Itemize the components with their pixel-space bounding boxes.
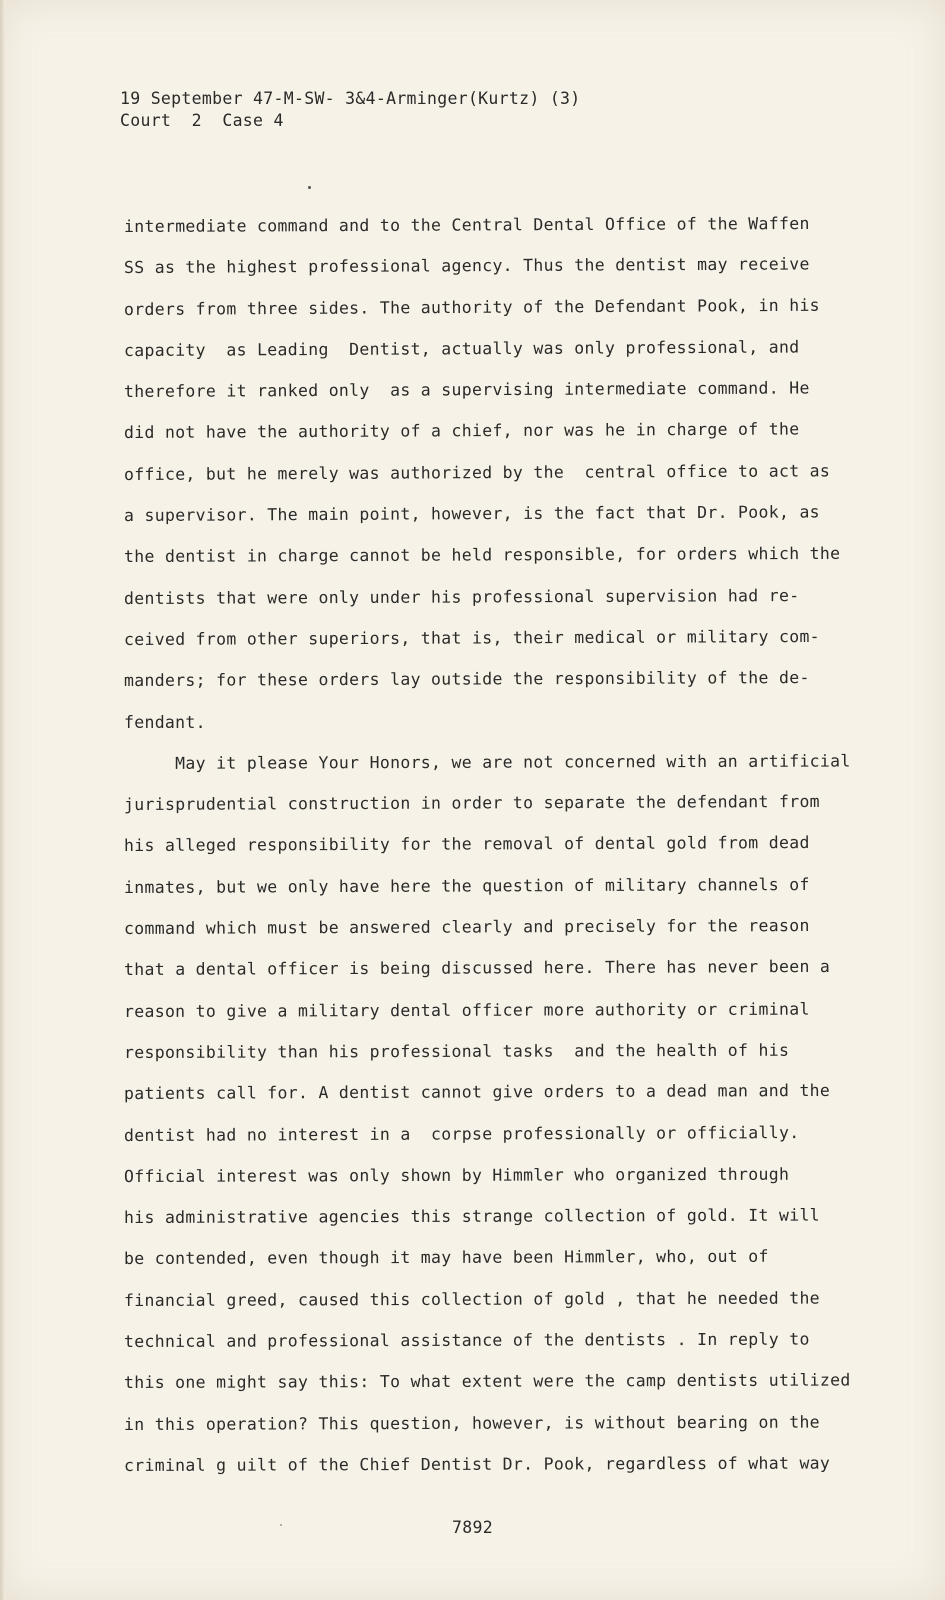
body-text-line: his administrative agencies this strange collection of gold. It will (123, 1205, 820, 1228)
body-text-line: inmates, but we only have here the question of military channels of (123, 874, 810, 897)
body-text-line: SS as the highest professional agency. Thus the dentist may receive (123, 254, 810, 278)
page-number: 7892 (452, 1518, 493, 1537)
body-text-line: the dentist in charge cannot be held responsible, for orders which the (123, 544, 841, 567)
body-text-line: dentists that were only under his professional supervision had re- (123, 585, 800, 608)
body-text-line: criminal g uilt of the Chief Dentist Dr. Pook, regardless of what way (123, 1453, 831, 1475)
body-text-line: ceived from other superiors, that is, their medical or military com- (123, 626, 820, 649)
body-text-line: office, but he merely was authorized by the central office to act as (123, 461, 831, 484)
body-text-line: manders; for these orders lay outside the responsibility of the de- (123, 668, 810, 691)
body-text-line: therefore it ranked only as a supervising intermediate command. He (123, 378, 810, 402)
document-header (120, 88, 581, 132)
body-text-line: orders from three sides. The authority of the Defendant Pook, in his (123, 295, 820, 319)
body-text-line: Official interest was only shown by Himmler who organized through (123, 1164, 790, 1186)
body-text-line: command which must be answered clearly and precisely for the reason (123, 916, 810, 939)
header-court-case-line: Court 2 Case 4 (120, 111, 284, 130)
body-text-line: intermediate command and to the Central Dental Office of the Waffen (123, 214, 810, 236)
speck-mark (308, 186, 311, 189)
body-text-line: his alleged responsibility for the removal of dental gold from dead (123, 833, 810, 856)
body-text-line: be contended, even though it may have been Himmler, who, out of (123, 1247, 769, 1269)
body-text-line: dentist had no interest in a corpse professionally or officially. (123, 1122, 800, 1145)
body-text-line: May it please Your Honors, we are not concerned with an artificial (123, 751, 851, 773)
body-text-line: a supervisor. The main point, however, is the fact that Dr. Pook, as (123, 502, 820, 526)
body-text-line: this one might say this: To what extent were the camp dentists utilized (123, 1370, 851, 1393)
body-text-line: did not have the authority of a chief, nor was he in charge of the (123, 419, 800, 443)
body-text-line: capacity as Leading Dentist, actually was only professional, and (123, 337, 800, 360)
document-body (124, 206, 884, 1486)
body-text-line: technical and professional assistance of the dentists . In reply to (123, 1329, 810, 1352)
speck-mark (280, 1524, 282, 1526)
body-text-line: jurisprudential construction in order to separate the defendant from (123, 792, 820, 815)
page-edge (0, 0, 6, 1600)
body-text-line: responsibility than his professional tasks and the health of his (123, 1040, 790, 1062)
body-text-line: that a dental officer is being discussed here. There has never been a (123, 957, 831, 980)
body-text-line: in this operation? This question, however, is without bearing on the (123, 1412, 820, 1434)
body-text-line: patients call for. A dentist cannot give orders to a dead man and the (123, 1081, 831, 1104)
body-text-line: reason to give a military dental officer more authority or criminal (123, 999, 810, 1021)
header-reference-line: 19 September 47-M-SW- 3&4-Arminger(Kurtz) (3) (120, 89, 581, 108)
body-text-line: financial greed, caused this collection of gold , that he needed the (123, 1288, 820, 1310)
body-text-line: fendant. (124, 712, 206, 732)
